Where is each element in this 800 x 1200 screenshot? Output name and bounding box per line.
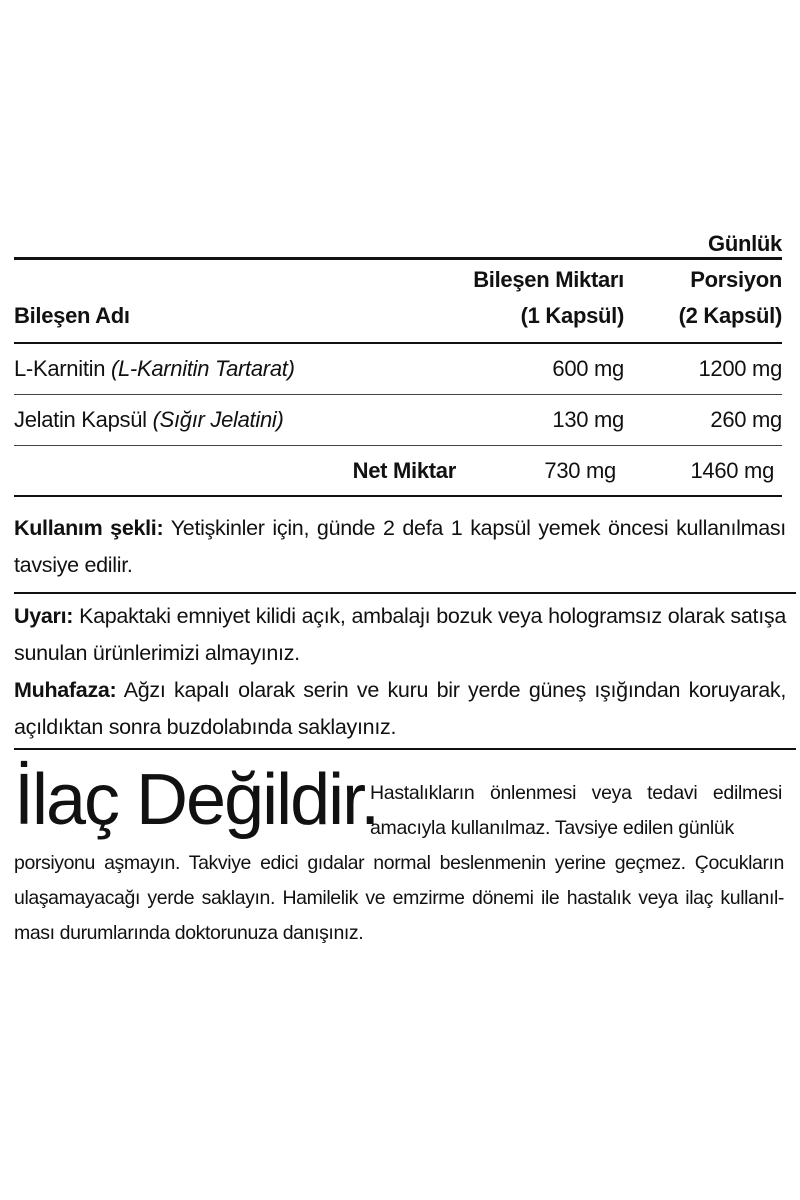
ingredient-name: Jelatin Kapsül: [14, 407, 147, 432]
ingredient-amount: 130 mg: [552, 407, 624, 432]
storage-text: Ağzı kapalı olarak serin ve kuru bir yerde güneş ışığından koruyarak, açıldıktan sonra buzdolabında saklayınız.: [14, 678, 786, 739]
header-ingredient-name: Bileşen Adı: [14, 303, 130, 328]
section-divider: [14, 592, 796, 594]
ingredient-name-cell: [14, 407, 464, 433]
header-daily-portion: [624, 226, 782, 334]
net-daily-value: 1460 mg: [690, 457, 774, 483]
notice-rest-text: porsiyonu aşmayın. Takviye edici gıdalar normal beslenmenin yerine geçmez. Çocukların ulaşamayacağı yerde saklayın. Hamilelik ve emzirme dönemi ile hastalık veya ilaç kullanıl-ması durumlarında doktorunuza danışınız.: [14, 852, 784, 944]
net-amount-value: 730 mg: [544, 457, 616, 483]
warning-text: Kapaktaki emniyet kilidi açık, ambalajı bozuk veya hologramsız olarak satışa sunulan ürünlerimizi almayınız.: [14, 604, 786, 665]
not-a-drug-heading: İlaç Değildir.: [14, 760, 379, 840]
notice-side-text: Hastalıkların önlenmesi veya tedavi edilmesi amacıyla kullanılmaz. Tavsiye edilen günlük: [370, 782, 782, 839]
table-row: [14, 395, 782, 446]
table-row: [14, 344, 782, 395]
usage-text: Yetişkinler için, günde 2 defa 1 kapsül yemek öncesi kullanılması tavsiye edilir.: [14, 516, 786, 577]
net-amount-label: Net Miktar: [352, 457, 456, 483]
ingredients-table: [14, 231, 782, 497]
table-header: [14, 231, 782, 344]
header-daily-line2: (2 Kapsül): [678, 303, 782, 328]
ingredient-name-cell: [14, 356, 464, 382]
ingredient-daily: 1200 mg: [698, 356, 782, 381]
ingredient-note: (L-Karnitin Tartarat): [110, 356, 295, 381]
header-amount-line2: (1 Kapsül): [520, 303, 624, 328]
header-amount: [464, 262, 624, 334]
warning-label: Uyarı:: [14, 604, 74, 628]
header-daily-line1: Günlük Porsiyon: [690, 231, 782, 292]
ingredient-daily: 260 mg: [710, 407, 782, 432]
ingredient-note: (Sığır Jelatini): [152, 407, 284, 432]
usage-label: Kullanım şekli:: [14, 516, 164, 540]
usage-section: [14, 510, 786, 584]
warning-section: [14, 598, 786, 672]
ingredient-name: L-Karnitin: [14, 356, 106, 381]
storage-section: [14, 672, 786, 746]
header-amount-line1: Bileşen Miktarı: [473, 267, 624, 292]
ingredient-amount: 600 mg: [552, 356, 624, 381]
section-divider: [14, 748, 796, 750]
table-total-row: [14, 446, 782, 497]
storage-label: Muhafaza:: [14, 678, 117, 702]
